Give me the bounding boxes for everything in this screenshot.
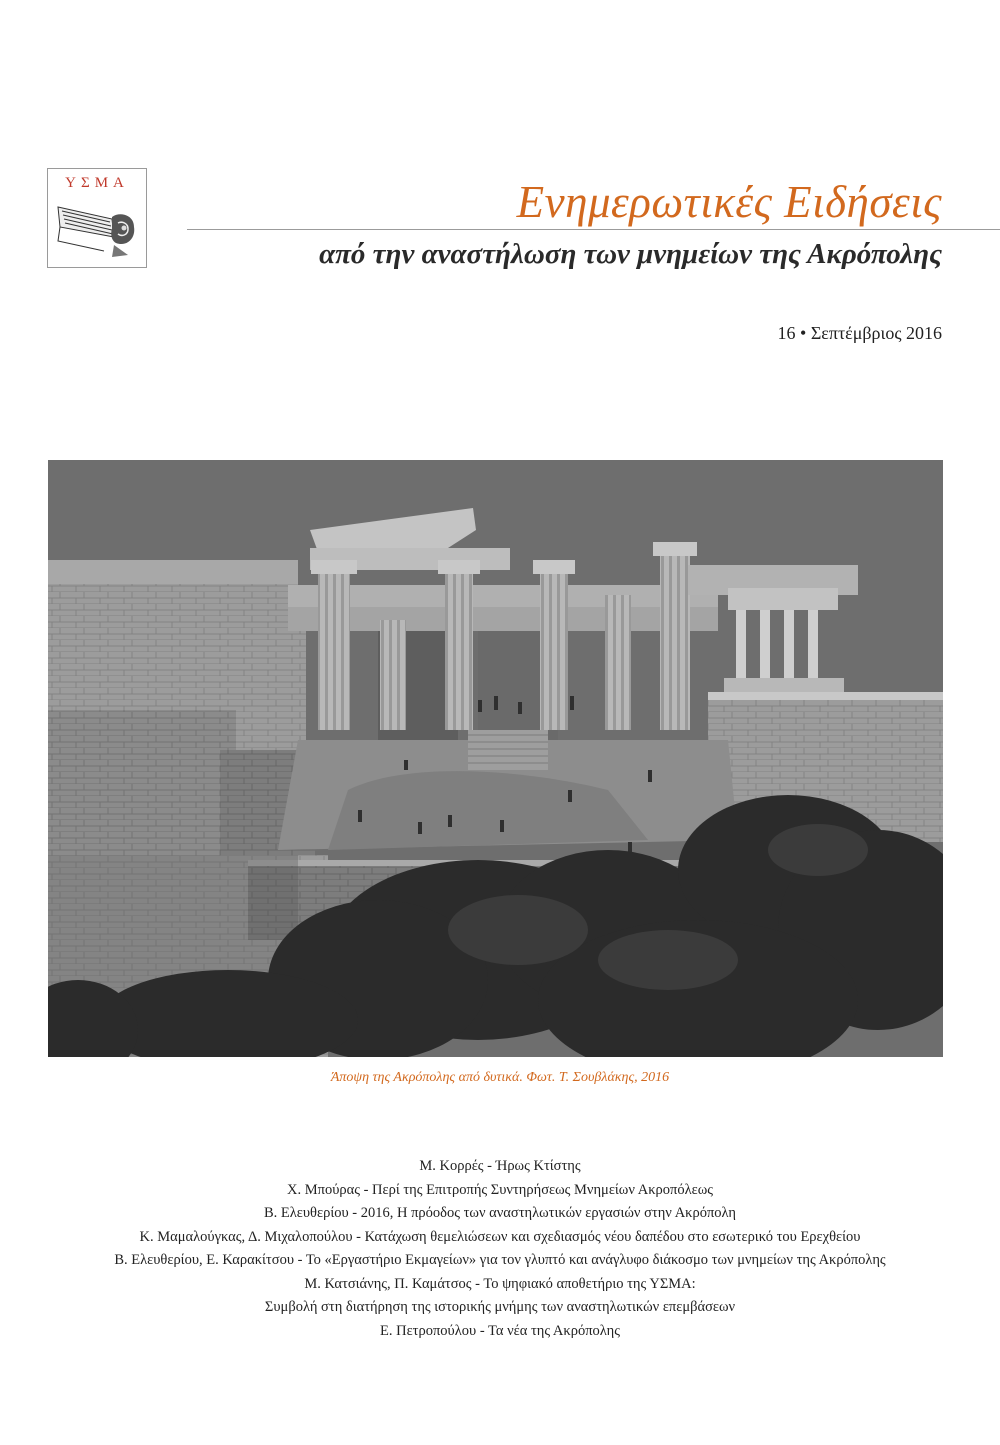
title-divider — [187, 229, 1000, 230]
toc-item: Μ. Κορρές - Ήρως Κτίστης — [419, 1158, 581, 1174]
ysma-logo — [47, 168, 147, 268]
acropolis-propylaia-image — [48, 460, 943, 1057]
column-capital-icon — [54, 197, 142, 263]
photo-caption: Άποψη της Ακρόπολης από δυτικά. Φωτ. Τ. Σουβλάκης, 2016 — [330, 1070, 670, 1085]
page-subtitle: από την αναστήλωση των μνημείων της Ακρόπολης — [319, 238, 942, 270]
logo-text: ΥΣΜΑ — [65, 175, 129, 191]
cover-photo — [48, 460, 943, 1057]
issue-number-date: 16 • Σεπτέμβριος 2016 — [777, 323, 942, 343]
toc-item: Χ. Μπούρας - Περί της Επιτροπής Συντηρήσεως Μνημείων Ακροπόλεως — [287, 1181, 713, 1198]
table-of-contents — [0, 1155, 1000, 1343]
toc-item: Κ. Μαμαλούγκας, Δ. Μιχαλοπούλου - Κατάχωση θεμελιώσεων και σχεδιασμός νέου δαπέδου στο εσωτερικό του Ερεχθείου — [139, 1228, 861, 1245]
toc-item: Συμβολή στη διατήρηση της ιστορικής μνήμης των αναστηλωτικών επεμβάσεων — [264, 1299, 736, 1315]
toc-item: Β. Ελευθερίου - 2016, Η πρόοδος των αναστηλωτικών εργασιών στην Ακρόπολη — [263, 1205, 737, 1221]
toc-item: Ε. Πετροπούλου - Τα νέα της Ακρόπολης — [380, 1322, 620, 1339]
toc-item: Μ. Κατσιάνης, Π. Καμάτσος - Το ψηφιακό αποθετήριο της ΥΣΜΑ: — [304, 1275, 696, 1292]
toc-item: Β. Ελευθερίου, Ε. Καρακίτσου - Το «Εργαστήριο Εκμαγείων» για τον γλυπτό και ανάγλυφο διάκοσμο των μνημείων της Ακρόπολης — [114, 1252, 886, 1268]
page-title: Ενημερωτικές Ειδήσεις — [516, 177, 942, 227]
